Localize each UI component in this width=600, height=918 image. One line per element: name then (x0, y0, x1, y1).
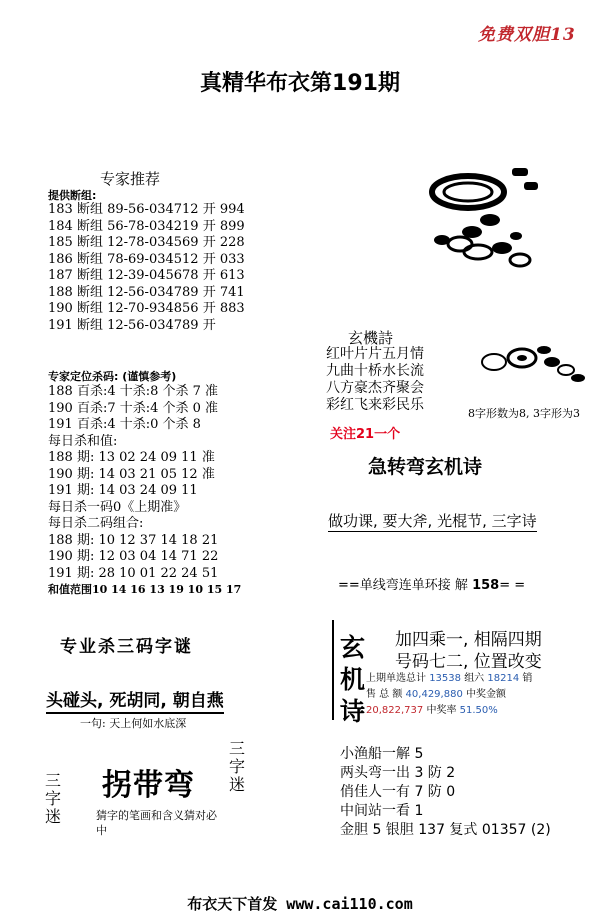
stat-label: 售 总 额 (366, 689, 403, 700)
stat-value: 20,822,737 (366, 705, 424, 716)
expert-row: 191 断组 12-56-034789 开 (48, 317, 216, 333)
expert-list (48, 202, 245, 334)
expert-row: 183 断组 89-56-034712 开 994 (48, 202, 245, 217)
stat-value: 18214 (487, 673, 520, 684)
poem-line: 红叶片片五月情 (326, 346, 424, 362)
vert-char: 迷 (228, 775, 245, 794)
two-row: 190 期: 12 03 04 14 71 22 (48, 549, 219, 564)
stat-label: 组六 (464, 673, 485, 684)
hint-item: 俏佳人一有 7 防 0 (340, 784, 456, 800)
follow-note: 关注21一个 (330, 427, 401, 442)
xuanji-line2: 号码七二, 位置改变 (395, 652, 542, 672)
vert-char: 字 (44, 789, 61, 808)
sum-heading: 每日杀和值: (48, 433, 118, 449)
free-double-tag: 免费双胆13 (478, 25, 576, 45)
poem-line: 彩红飞来彩民乐 (326, 397, 424, 413)
homework-line: 做功课, 要大斧, 光棍节, 三字诗 (328, 512, 537, 530)
vert-char: 三 (228, 739, 245, 758)
xuanji-char: 玄 (340, 633, 366, 662)
vert-char: 迷 (44, 807, 61, 826)
expert-sub: 提供断组: (48, 189, 97, 202)
kill-list (48, 384, 241, 599)
sales-stats (366, 671, 596, 719)
expert-row: 185 断组 12-78-034569 开 228 (48, 235, 245, 250)
riddle-vert-left (44, 772, 62, 826)
vert-char: 三 (44, 771, 61, 790)
xuanji-line1: 加四乘一, 相隔四期 (395, 630, 542, 650)
footer-site: 布衣天下首发 www.cai110.com (187, 895, 413, 913)
single-number: 158 (472, 578, 500, 593)
xuanji-char: 机 (340, 665, 366, 694)
hints-list (340, 745, 551, 840)
tail-row: 和值范围10 14 16 13 19 10 15 17 (48, 583, 242, 596)
shell-chain-illustration (420, 162, 560, 282)
stat-label: 上期单选总计 (366, 673, 426, 684)
two-heading: 每日杀二码组合: (48, 516, 144, 531)
hint-item: 金胆 5 银胆 137 复式 01357 (2) (340, 822, 551, 838)
sum-row: 191 期: 14 03 24 09 11 (48, 483, 198, 498)
one-heading: 每日杀一码0《上期准》 (48, 499, 187, 515)
expert-row: 186 断组 78-69-034512 开 033 (48, 251, 245, 267)
riddle-big: 拐带弯 (102, 768, 195, 803)
riddle-heading: 专业杀三码字谜 (60, 637, 193, 657)
vert-char: 字 (228, 757, 245, 776)
bead-chain-illustration (478, 340, 590, 390)
single-line (338, 574, 525, 593)
single-post: = = (499, 578, 526, 593)
hint-item: 中间站一看 1 (340, 803, 424, 819)
stat-label: 销 (522, 673, 533, 684)
xuanji-char: 诗 (340, 697, 366, 726)
kill-row: 190 百杀:7 十杀:4 个杀 0 准 (48, 400, 219, 416)
riddle-hint2: 猜字的笔画和含义猜对必中 (96, 809, 217, 837)
sum-row: 190 期: 14 03 21 05 12 准 (48, 466, 215, 482)
expert-row: 187 断组 12-39-045678 开 613 (48, 268, 245, 283)
hint-item: 小渔船一解 5 (340, 746, 424, 762)
stat-value: 40,429,880 (405, 689, 463, 700)
sum-row: 188 期: 13 02 24 09 11 准 (48, 450, 215, 465)
expert-row: 190 断组 12-70-934856 开 883 (48, 301, 245, 316)
stat-value: 51.50% (459, 705, 498, 716)
two-row: 188 期: 10 12 37 14 18 21 (48, 532, 219, 548)
kill-row: 191 百杀:4 十杀:0 个杀 8 (48, 417, 201, 432)
poem-line: 九曲十桥水长流 (326, 363, 424, 379)
hint-item: 两头弯一出 3 防 2 (340, 765, 456, 781)
poem (326, 346, 424, 414)
poem-line: 八方豪杰齐聚会 (326, 380, 424, 396)
single-pre: ==单线弯连单环接 解 (338, 578, 473, 593)
xuanji-box-line (332, 620, 334, 720)
sharp-turn-heading: 急转弯玄机诗 (368, 456, 483, 478)
riddle-hint: 一句: 天上何如水底深 (80, 717, 187, 730)
two-row: 191 期: 28 10 01 22 24 51 (48, 565, 219, 581)
stat-label: 中奖金额 (466, 689, 506, 700)
expert-heading: 专家推荐 (100, 170, 161, 188)
expert-row: 188 断组 12-56-034789 开 741 (48, 284, 245, 300)
riddle-line: 头碰头, 死胡同, 朝自燕 (46, 686, 224, 714)
stat-value: 13538 (429, 673, 461, 684)
shape-note: 8字形数为8, 3字形为3 (468, 407, 580, 420)
kill-row: 188 百杀:4 十杀:8 个杀 7 准 (48, 384, 219, 399)
riddle-vert-right (228, 740, 246, 794)
kill-heading: 专家定位杀码: (谨慎参考) (48, 370, 177, 383)
stat-label: 中奖率 (426, 705, 457, 716)
expert-row: 184 断组 56-78-034219 开 899 (48, 218, 245, 234)
page-title: 真精华布衣第191期 (200, 71, 400, 96)
poem-title: 玄機詩 (348, 329, 394, 347)
